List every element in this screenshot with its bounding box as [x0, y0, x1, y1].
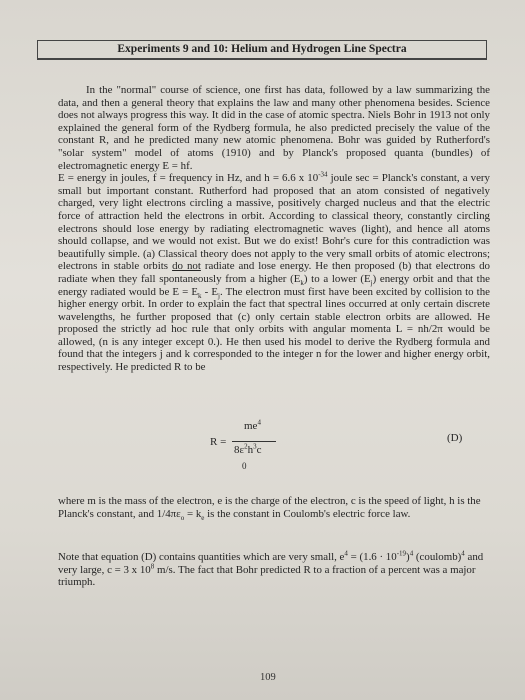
page-number: 109 — [260, 672, 276, 683]
underlined-text: do not — [172, 260, 201, 273]
subscript: k — [198, 291, 202, 300]
subscript: k — [300, 279, 304, 288]
superscript: 4 — [257, 418, 261, 427]
conclusion-text — [58, 551, 498, 589]
definitions-text — [58, 495, 498, 520]
subscript: o — [180, 513, 185, 522]
numerator-text: me — [244, 420, 258, 432]
superscript: -19 — [396, 549, 407, 558]
superscript: 4 — [461, 549, 465, 558]
superscript: 2 — [244, 442, 248, 451]
paragraph-conclusion — [58, 551, 498, 589]
superscript: 4 — [409, 549, 414, 558]
denominator-text: 8ε — [234, 444, 245, 456]
epsilon-subscript: 0 — [242, 461, 247, 471]
denominator-text: h — [247, 444, 254, 456]
text-run: = (1.6 · 10 — [347, 551, 397, 563]
text-run: Note that equation (D) contains quantities which are very small, e — [58, 551, 345, 563]
paragraph-definitions — [58, 495, 498, 520]
text-run: ) — [406, 551, 410, 563]
text-run: . The electron must first have been excited by collision to the higher energy orbit. In order to explain the fact that spectral lines occurred at only certain discrete wavelengths, he further proposed that (c) only certain stable electron orbits are allowed. He proposed the strictly ad hoc rule that only orbits with angular momenta L = nh/2π would be allowed, (n is any integer except 0.). He then used his model to derive the Rydberg formula and found that the integers j and k corresponded to the integer n for the lower and higher energy orbit, respectively. He predicted R to be — [58, 285, 490, 374]
text-run: and very large, c = 3 x 10 — [58, 551, 484, 576]
subscript: j — [218, 291, 220, 300]
text-run: is the constant in Coulomb's electric force law. — [204, 507, 411, 520]
superscript: 8 — [150, 561, 155, 570]
superscript: -34 — [318, 170, 328, 179]
subscript: e — [201, 513, 205, 522]
rydberg-constant-formula — [210, 420, 330, 478]
formula-numerator — [244, 420, 261, 432]
text-run: m/s. The fact that Bohr predicted R to a fraction of a percent was a major triumph. — [58, 563, 476, 589]
paragraph-bohr-model — [58, 172, 490, 374]
text-run: joule sec = Planck's constant, a very small but important constant. Rutherford had proposed that an atom consisted of negatively charged, very light electrons circling a massive, positively charged nucleus and that the electric force of attraction held the electrons in orbit. According to classical theory, constantly circling electrons should lose energy by radiating electromagnetic waves (light), and hence all atoms should collapse, and we would not exist. But we do exist! Bohr's cure for this contradiction was beautifully simple. (a) Classical theory does not apply to the very small orbits of atomic electrons; electrons in stable orbits — [58, 172, 490, 273]
formula-denominator — [234, 444, 262, 456]
text-run: = k — [184, 507, 202, 520]
text-run: where m is the mass of the electron, e is the charge of the electron, c is the speed of light, h is the Planck's constant, and 1/4πε — [58, 495, 481, 520]
text-run: (coulomb) — [413, 551, 462, 563]
paragraph-intro: In the "normal" course of science, one first has data, followed by a law summarizing the data, and then a general theory that explains the law and many other phenomena besides. Science does not always progress this way. It did in the case of atomic spectra. Niels Bohr in 1913 not only explained the general form of the Rydberg formula, he also predicted precisely the value of the constant R, and he predicted many new atomic phenomena. Bohr was guided by Rutherford's "solar system" model of atoms (1910) and by Planck's proposed quanta (bundles) of electromagnetic energy E = hf. — [58, 84, 490, 172]
text-run: E = energy in joules, f = frequency in Hz, and h = 6.6 x 10 — [58, 172, 319, 185]
text-run: ) to a lower (E — [303, 272, 371, 285]
text-run: - E — [201, 285, 218, 298]
subscript: j — [370, 279, 373, 288]
page-title: Experiments 9 and 10: Helium and Hydrogen Line Spectra — [37, 40, 487, 60]
text-run: radiate and lose energy. He then proposed (b) that electrons do radiate when they fall spontaneously from a higher (E — [58, 260, 490, 285]
superscript: 4 — [344, 549, 348, 558]
formula-lhs: R = — [210, 436, 227, 448]
superscript: 3 — [253, 442, 257, 451]
equation-label: (D) — [447, 432, 463, 444]
text-run: ) energy orbit and that the energy radiated would be E = E — [58, 272, 490, 298]
denominator-text: c — [256, 444, 262, 456]
body-text — [58, 84, 490, 374]
